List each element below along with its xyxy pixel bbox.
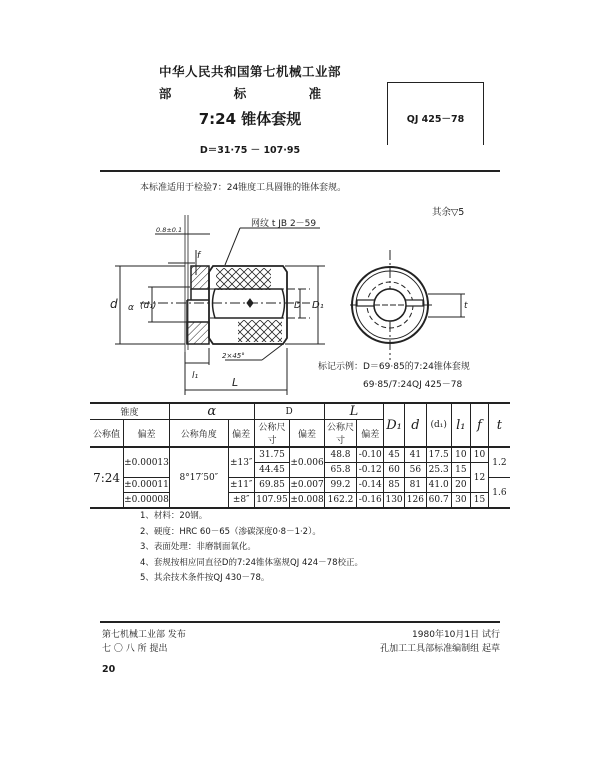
- marking-example-line1: 标记示例：D＝69·85的7:24锥体套规: [318, 362, 470, 372]
- d1-value: 17.5: [426, 447, 451, 463]
- standard-code: QJ 425－78: [406, 114, 465, 125]
- header-taper: 锥度: [90, 403, 169, 420]
- alpha-dev: ±11″: [228, 478, 254, 493]
- page-number: 20: [102, 664, 116, 675]
- l1-value: 30: [451, 493, 471, 509]
- alpha-nominal: 8°17′50″: [169, 447, 228, 508]
- tolerance-label: 0.8±0.1: [156, 226, 183, 234]
- technical-notes: [140, 509, 363, 587]
- L-value: 162.2: [324, 493, 357, 509]
- f-value: 12: [471, 463, 489, 493]
- subheader-D-dev: 偏差: [290, 420, 324, 448]
- ministry-name: 中华人民共和国第七机械工业部: [158, 64, 341, 79]
- subheader-taper-nominal: 公称值: [90, 420, 124, 448]
- taper-dev: ±0.00008: [124, 493, 170, 509]
- label-alpha: α: [128, 303, 134, 313]
- taper-nominal: 7:24: [90, 447, 124, 508]
- L-dev: -0.14: [357, 478, 384, 493]
- subheader-alpha-dev: 偏差: [228, 420, 254, 448]
- D-dev: ±0.008: [290, 493, 324, 509]
- header-t: t: [488, 403, 510, 447]
- f-value: 15: [471, 493, 489, 509]
- D1-value: 60: [384, 463, 405, 478]
- note-item: 3、表面处理：非磨制面氧化。: [140, 542, 256, 552]
- drafter: 孔加工工具部标准编制组 起草: [380, 644, 500, 654]
- header-D1: D₁: [384, 403, 405, 447]
- label-D1: D₁: [312, 300, 324, 311]
- D1-value: 45: [384, 447, 405, 463]
- l1-value: 20: [451, 478, 471, 493]
- header-L: L: [324, 403, 383, 420]
- L-value: 48.8: [324, 447, 357, 463]
- D-value: 31.75: [254, 447, 290, 463]
- subheader-D-nominal: 公称尺寸: [254, 420, 290, 448]
- scope-text: 本标准适用于检验7：24锥度工具圆锥的锥体套规。: [140, 183, 347, 193]
- header-alpha: α: [169, 403, 254, 420]
- standard-level: 部 标 准: [158, 86, 342, 101]
- note-item: 4、套规按相应同直径D的7:24锥体塞规QJ 424－78校正。: [140, 557, 363, 568]
- t-value: 1.2: [488, 447, 510, 478]
- subheader-L-nominal: 公称尺寸: [324, 420, 357, 448]
- L-value: 65.8: [324, 463, 357, 478]
- d-value: 56: [404, 463, 426, 478]
- D-value: 107.95: [254, 493, 290, 509]
- L-value: 99.2: [324, 478, 357, 493]
- issuer: 第七机械工业部 发布: [102, 630, 186, 640]
- subheader-taper-dev: 偏差: [124, 420, 170, 448]
- subheader-L-dev: 偏差: [357, 420, 384, 448]
- footer-divider: [100, 621, 500, 623]
- label-f: f: [197, 251, 201, 261]
- knurl-label: 网纹 t JB 2－59: [251, 219, 317, 229]
- header-d1: (d₁): [426, 403, 451, 447]
- L-dev: -0.16: [357, 493, 384, 509]
- L-dev: -0.12: [357, 463, 384, 478]
- proposer: 七 〇 八 所 提出: [102, 644, 168, 654]
- label-D: D: [294, 301, 301, 311]
- table-row: [90, 493, 510, 509]
- L-dev: -0.10: [357, 447, 384, 463]
- alpha-dev: ±13″: [228, 447, 254, 478]
- chamfer-label: 2×45°: [222, 352, 245, 360]
- size-range: D＝31·75 － 107·95: [199, 145, 301, 156]
- D-dev: ±0.006: [290, 447, 324, 478]
- note-item: 5、其余技术条件按QJ 430－78。: [140, 573, 270, 583]
- D-dev: ±0.007: [290, 478, 324, 493]
- note-item: 1、材料：20钢。: [140, 511, 208, 521]
- l1-value: 15: [451, 463, 471, 478]
- label-t: t: [464, 301, 468, 311]
- label-l1: l₁: [192, 371, 199, 381]
- marking-example-line2: 69·85/7:24QJ 425－78: [363, 380, 463, 390]
- D-value: 44.45: [254, 463, 290, 478]
- taper-dev: ±0.00013: [124, 447, 170, 478]
- document-title: 7:24 锥体套规: [198, 110, 302, 128]
- roughness-note: 其余▽5: [432, 207, 465, 218]
- label-L: L: [232, 376, 239, 389]
- D1-value: 85: [384, 478, 405, 493]
- d-value: 81: [404, 478, 426, 493]
- l1-value: 10: [451, 447, 471, 463]
- subheader-alpha-nominal: 公称角度: [169, 420, 228, 448]
- header-l1: l₁: [451, 403, 471, 447]
- D1-value: 130: [384, 493, 405, 509]
- alpha-dev: ±8″: [228, 493, 254, 509]
- label-d: d: [110, 297, 118, 311]
- effective-date: 1980年10月1日 试行: [412, 630, 500, 640]
- table-row: [90, 447, 510, 463]
- note-item: 2、硬度：HRC 60－65（渗碳深度0·8－1·2）。: [140, 526, 321, 537]
- d1-value: 25.3: [426, 463, 451, 478]
- table-row: [90, 478, 510, 493]
- f-value: 10: [471, 447, 489, 463]
- spec-table: [90, 402, 510, 509]
- taper-dev: ±0.00011: [124, 478, 170, 493]
- d-value: 41: [404, 447, 426, 463]
- d1-value: 41.0: [426, 478, 451, 493]
- label-d1: (d₁): [140, 301, 157, 311]
- D-value: 69.85: [254, 478, 290, 493]
- header-D: D: [254, 403, 324, 420]
- header-f: f: [471, 403, 489, 447]
- d1-value: 60.7: [426, 493, 451, 509]
- t-value: 1.6: [488, 478, 510, 509]
- header-d: d: [404, 403, 426, 447]
- d-value: 126: [404, 493, 426, 509]
